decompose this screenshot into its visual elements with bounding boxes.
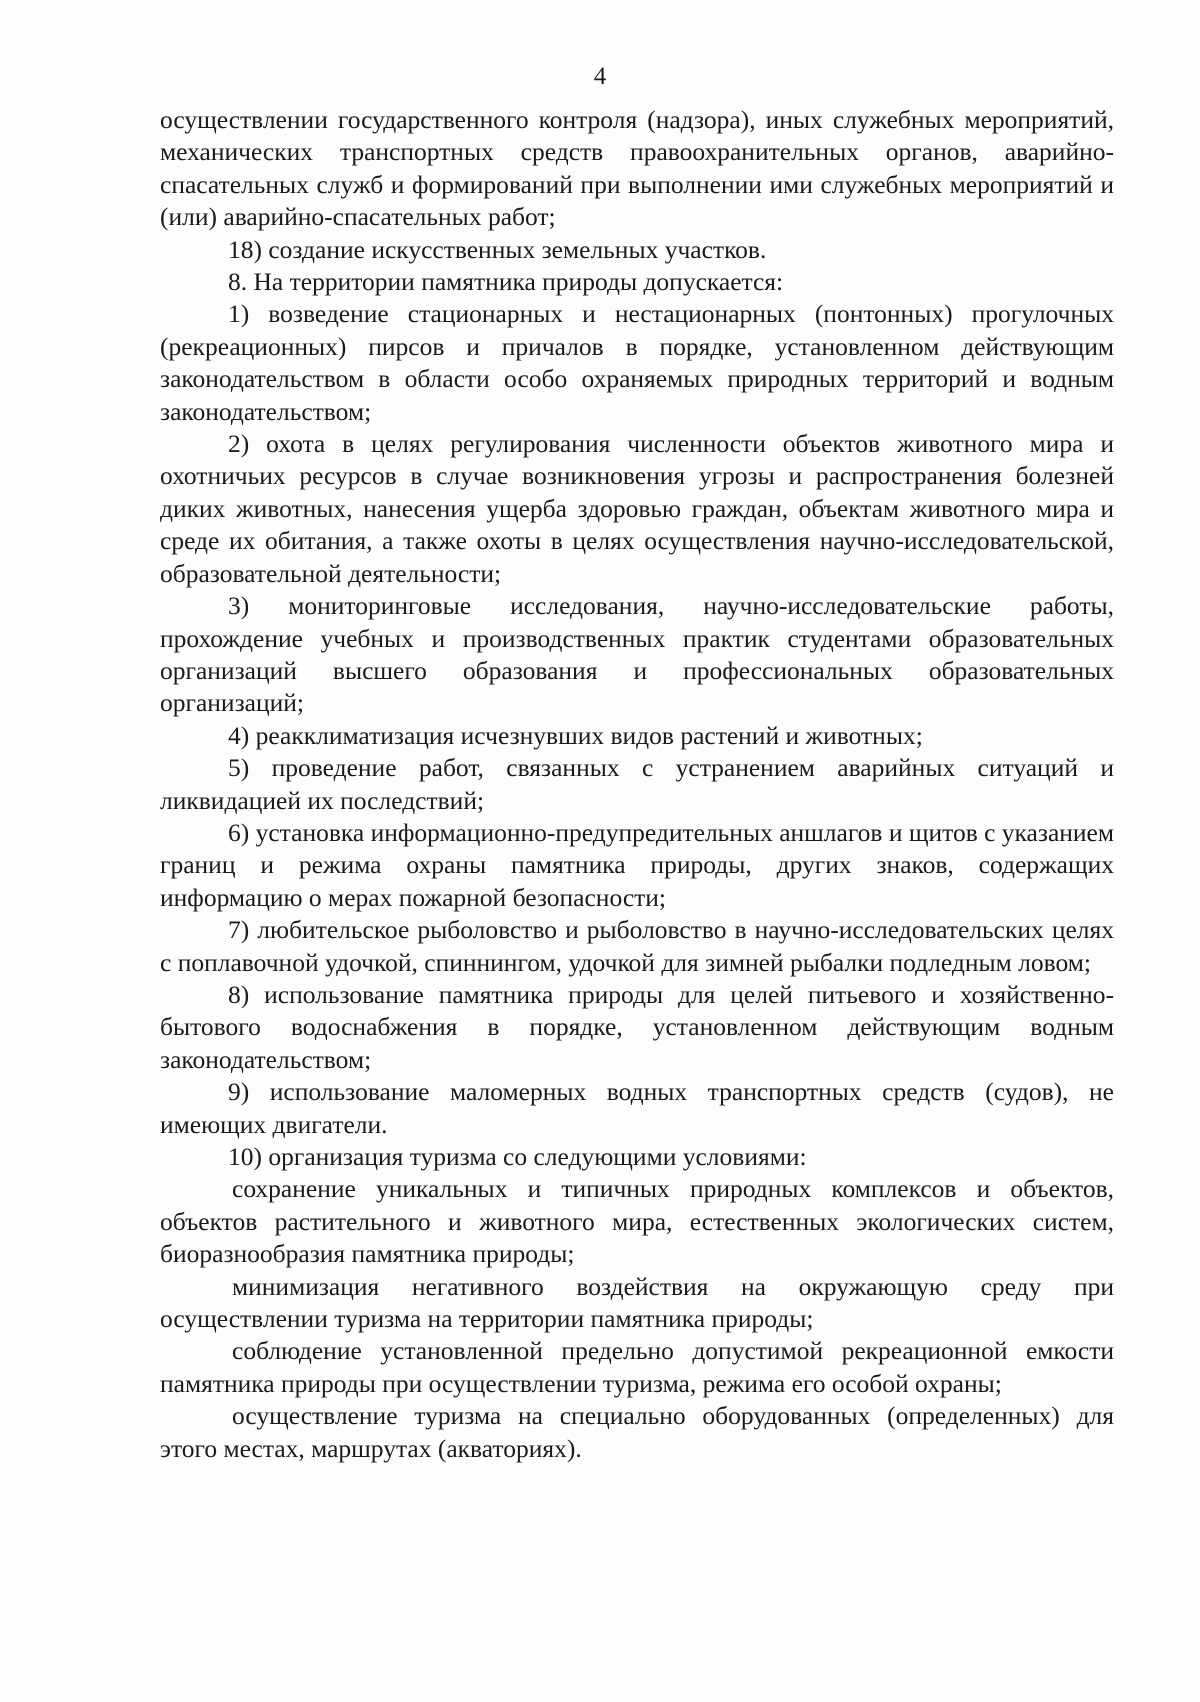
document-body [160, 104, 1114, 1465]
paragraph-item-9: 9) использование маломерных водных транспортных средств (судов), не имеющих двигатели. [160, 1077, 1114, 1139]
paragraph-section-8: 8. На территории памятника природы допускается: [228, 267, 784, 297]
paragraph-item-10: 10) организация туризма со следующими условиями: [228, 1142, 807, 1171]
paragraph-item-2: 2) охота в целях регулирования численности объектов животного мира и охотничьих ресурсов в случае возникновения угрозы и распространения болезней диких животных, нанесения ущерба здоровью граждан, объектам животного мира и среде их обитания, а также охоты в целях осуществления научно-исследовательской, образовательной деятельности; [160, 429, 1114, 588]
paragraph-continuation: осуществлении государственного контроля (надзора), иных служебных мероприятий, механических транспортных средств правоохранительных органов, аварийно-спасательных служб и формирований при выполнении ими служебных мероприятий и (или) аварийно-спасательных работ; [160, 105, 1114, 232]
paragraph-item-6: 6) установка информационно-предупредительных аншлагов и щитов с указанием границ и режима охраны памятника природы, других знаков, содержащих информацию о мерах пожарной безопасности; [160, 817, 1115, 912]
paragraph-item-7: 7) любительское рыболовство и рыболовство в научно-исследовательских целях с поплавочной удочкой, спиннингом, удочкой для зимней рыбалки подледным ловом; [160, 915, 1114, 977]
paragraph-item-4: 4) реакклиматизация исчезнувших видов растений и животных; [228, 720, 923, 750]
paragraph-item-3: 3) мониторинговые исследования, научно-исследовательские работы, прохождение учебных и производственных практик студентами образовательных организаций высшего образования и профессиональных образовательных организаций; [160, 591, 1114, 718]
paragraph-item-1: 1) возведение стационарных и нестационарных (понтонных) прогулочных (рекреационных) пирсов и причалов в порядке, установленном действующим законодательством в области особо охраняемых природных территорий и водным законодательством; [160, 299, 1114, 426]
page-number: 4 [593, 63, 607, 90]
paragraph-item-8: 8) использование памятника природы для целей питьевого и хозяйственно-бытового водоснабжения в порядке, установленном действующим водным законодательством; [160, 979, 1114, 1074]
paragraph-item-18: 18) создание искусственных земельных участков. [228, 234, 767, 264]
paragraph-condition-1: сохранение уникальных и типичных природных комплексов и объектов, объектов растительного и животного мира, естественных экологических систем, биоразнообразия памятника природы; [160, 1174, 1114, 1269]
paragraph-condition-2: минимизация негативного воздействия на окружающую среду при осуществлении туризма на территории памятника природы; [160, 1271, 1114, 1334]
paragraph-condition-3: соблюдение установленной предельно допустимой рекреационной емкости памятника природы при осуществлении туризма, режима его особой охраны; [160, 1336, 1114, 1398]
paragraph-item-5: 5) проведение работ, связанных с устранением аварийных ситуаций и ликвидацией их последствий; [160, 753, 1114, 815]
paragraph-condition-4: осуществление туризма на специально оборудованных (определенных) для этого местах, маршрутах (акваториях). [160, 1401, 1114, 1463]
